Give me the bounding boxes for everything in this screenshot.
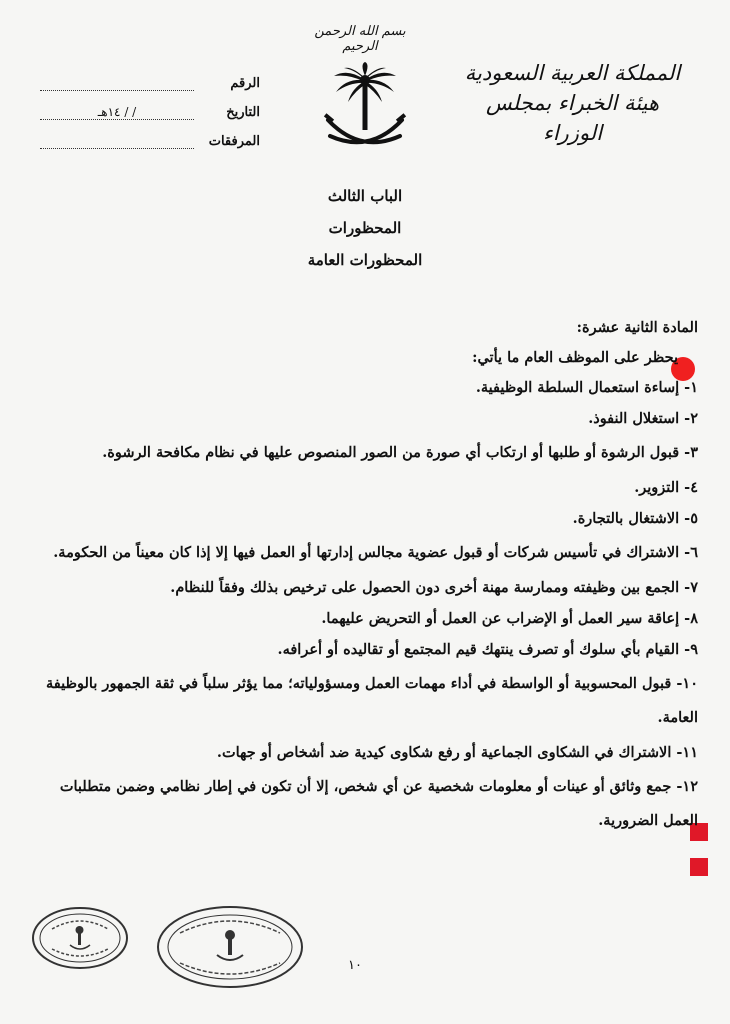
date-row (40, 91, 260, 120)
saudi-emblem-icon (320, 62, 410, 162)
ref-label: الرقم (230, 76, 260, 91)
ref-line (40, 76, 194, 91)
seal-stamp-icon (155, 905, 305, 990)
list-item: ٧- الجمع بين وظيفته وممارسة مهنة أخرى دون الحصول على ترخيص بذلك وفقاً للنظام. (170, 579, 698, 596)
reference-fields (40, 62, 260, 149)
list-item: ٨- إعاقة سير العمل أو الإضراب عن العمل أو التحريض عليهما. (321, 610, 698, 627)
list-item: ٦- الاشتراك في تأسيس شركات أو قبول عضوية مجالس إدارتها أو العمل فيها إلا إذا كان معيناً من الحكومة. (53, 544, 698, 561)
subsection-title: المحظورات العامة (307, 251, 423, 269)
article-body (38, 314, 698, 842)
titles (190, 180, 540, 276)
list-item: ١٠- قبول المحسوبية أو الواسطة في أداء مهمات العمل ومسؤولياته؛ مما يؤثر سلباً في ثقة الجمهور بالوظيفة العامة. (46, 675, 698, 726)
list-item: ٣- قبول الرشوة أو طلبها أو ارتكاب أي صورة من الصور المنصوص عليها في نظام مكافحة الرشوة. (102, 444, 698, 461)
list-item: ٤- التزوير. (634, 479, 698, 496)
list-item: ٥- الاشتغال بالتجارة. (572, 510, 698, 527)
attachments-row (40, 120, 260, 149)
list-item: ١- إساءة استعمال السلطة الوظيفية. (475, 379, 698, 396)
article-heading: المادة الثانية عشرة: (576, 319, 698, 336)
list-item: ١١- الاشتراك في الشكاوى الجماعية أو رفع شكاوى كيدية ضد أشخاص أو جهات. (216, 744, 698, 761)
basmala: بسم الله الرحمن الرحيم (314, 24, 406, 54)
attachments-line (40, 134, 194, 149)
list-item: ٢- استغلال النفوذ. (588, 410, 698, 427)
article-intro: يحظر على الموظف العام ما يأتي: (472, 349, 678, 366)
red-square-marker (690, 858, 708, 876)
kingdom-name: المملكة العربية السعودية (464, 61, 681, 85)
list-item: ١٢- جمع وثائق أو عينات أو معلومات شخصية عن أي شخص، إلا أن تكون في إطار نظامي وضمن متطلبات العمل الضرورية. (59, 778, 698, 829)
attachments-label: المرفقات (208, 134, 260, 149)
date-value: / / ١٤هـ (40, 105, 194, 120)
section-title: المحظورات (328, 219, 402, 237)
page-number: ١٠ (348, 958, 362, 973)
ref-row (40, 62, 260, 91)
list-item: ٩- القيام بأي سلوك أو تصرف ينتهك قيم المجتمع أو تقاليده أو أعرافه. (277, 641, 698, 658)
chapter-title: الباب الثالث (327, 187, 403, 205)
seal-stamp-icon (30, 905, 130, 971)
authority-name: هيئة الخبراء بمجلس الوزراء (485, 91, 660, 145)
date-label: التاريخ (226, 105, 260, 120)
issuer-block (455, 58, 690, 148)
